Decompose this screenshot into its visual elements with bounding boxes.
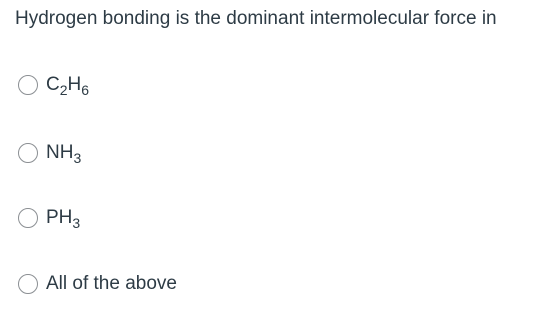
answer-label (46, 141, 81, 165)
answer-option-c2h6[interactable] (18, 72, 89, 98)
answer-option-all[interactable] (18, 271, 177, 297)
question-text: Hydrogen bonding is the dominant intermolecular force in (15, 8, 497, 29)
radio-button[interactable] (18, 208, 38, 228)
formula-subscript: 2 (59, 82, 68, 98)
radio-button[interactable] (18, 75, 38, 95)
formula-element: NH (46, 142, 74, 163)
formula-element: H (67, 74, 82, 95)
answer-option-ph3[interactable] (18, 205, 80, 231)
formula-subscript: 6 (81, 82, 90, 98)
radio-button[interactable] (18, 274, 38, 294)
answer-label (46, 206, 80, 230)
formula-subscript: 3 (72, 215, 81, 231)
formula-element: C (46, 74, 60, 95)
formula-subscript: 3 (73, 150, 82, 166)
radio-button[interactable] (18, 143, 38, 163)
answer-label (46, 73, 89, 97)
formula-element: PH (46, 207, 73, 228)
answer-label: All of the above (46, 273, 177, 294)
answer-option-nh3[interactable] (18, 140, 81, 166)
